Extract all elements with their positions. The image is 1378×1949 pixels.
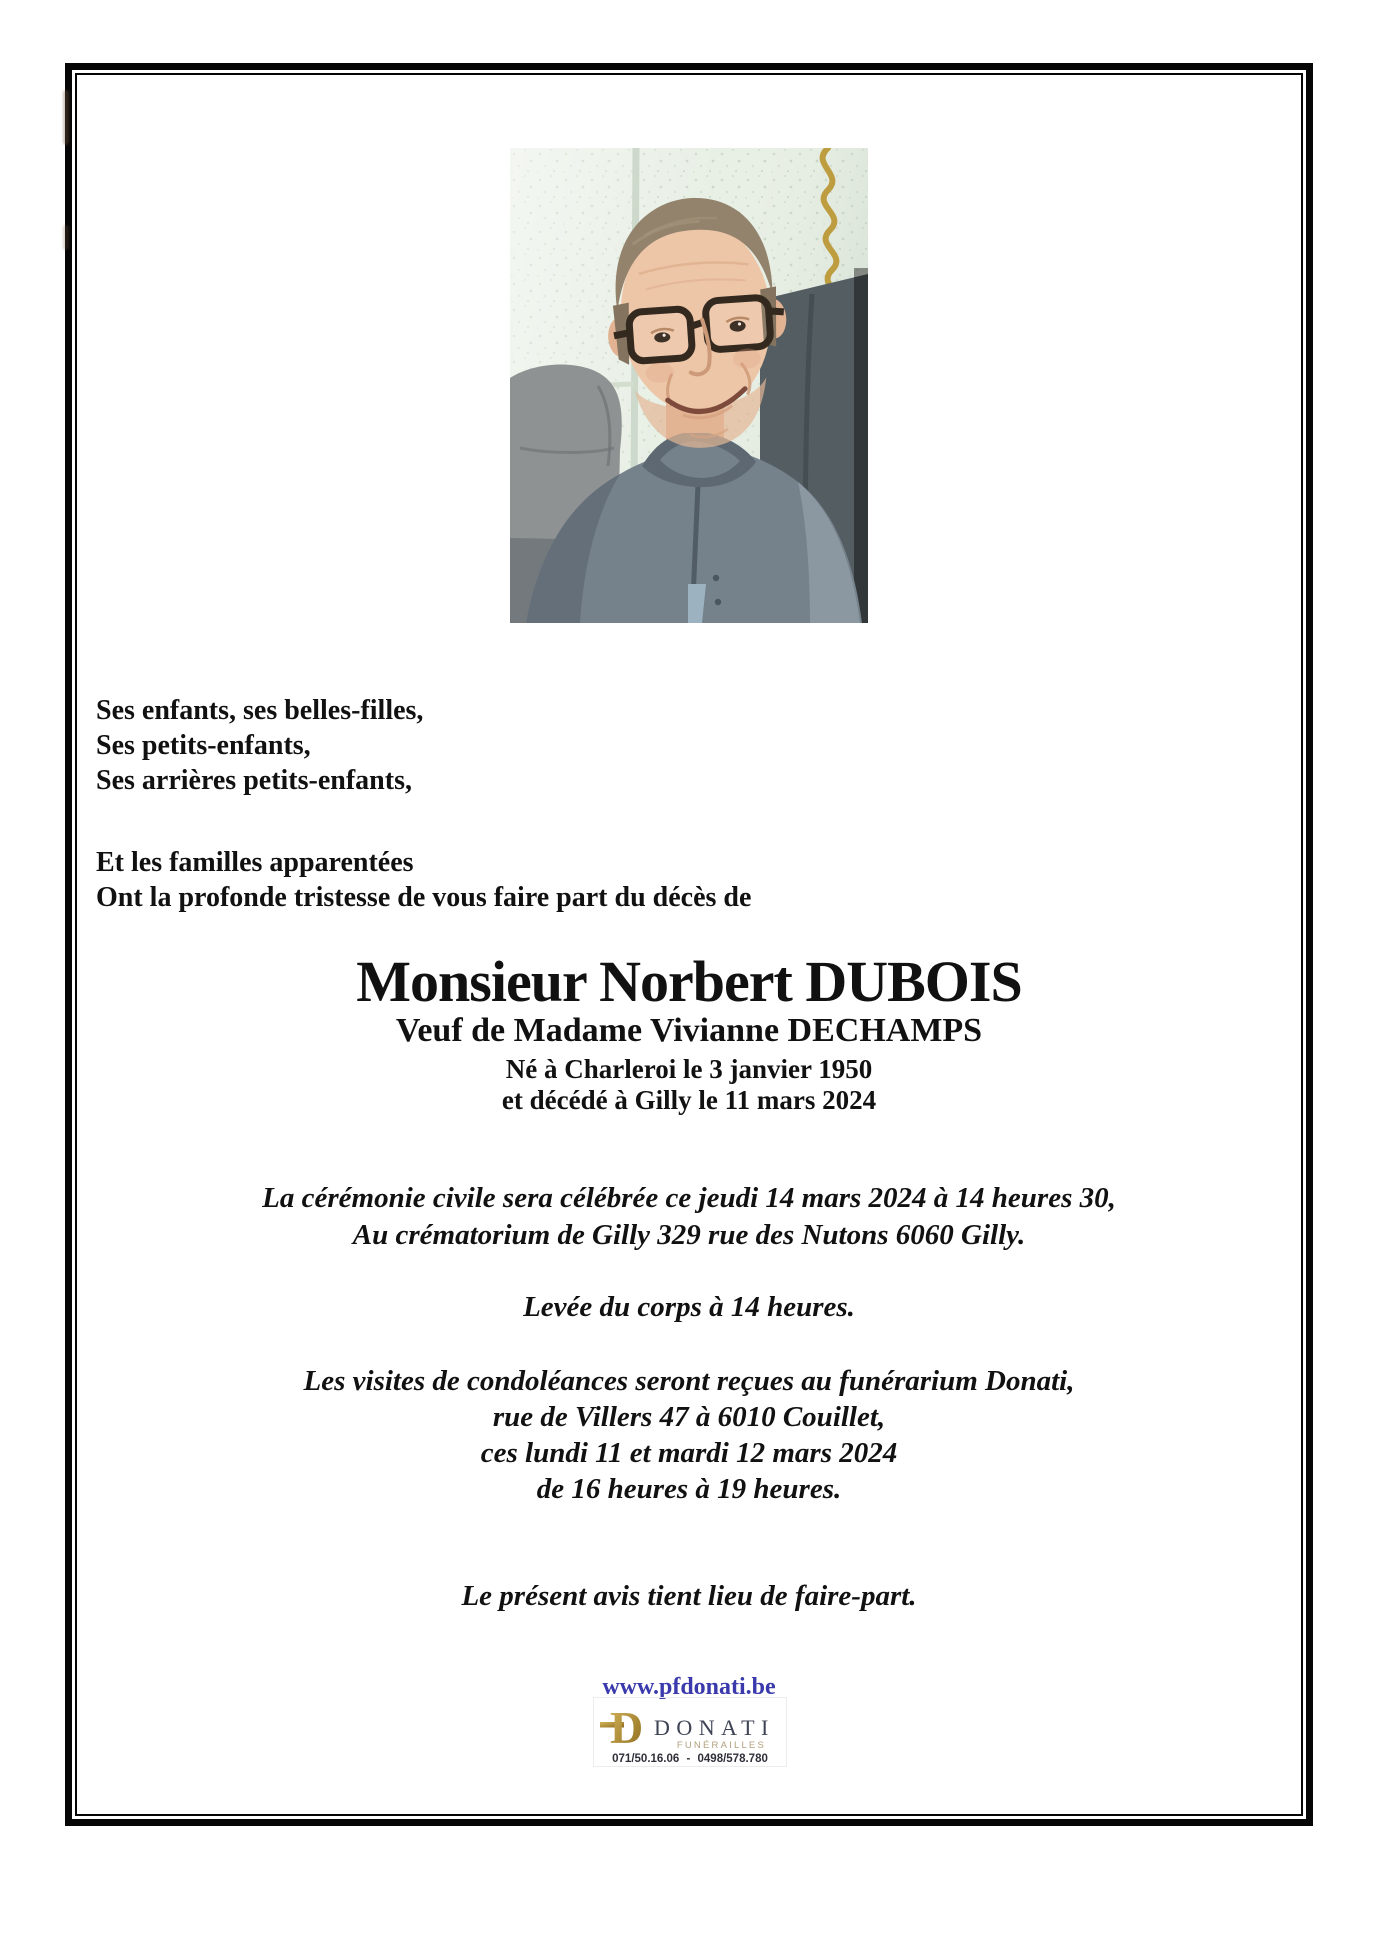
brand-tagline: FUNÉRAILLES	[676, 1740, 766, 1751]
condolences-line: ces lundi 11 et mardi 12 mars 2024	[480, 1437, 898, 1469]
portrait-illustration	[510, 148, 868, 623]
ceremony-line: La cérémonie civile sera célébrée ce jeudi 14 mars 2024 à 14 heures 30,	[262, 1182, 1116, 1214]
ceremony-block	[0, 1180, 1378, 1254]
brand-name: DONATI	[654, 1715, 775, 1740]
ceremony-line: Au crématorium de Gilly 329 rue des Nutons 6060 Gilly.	[352, 1219, 1026, 1251]
deceased-birth: Né à Charleroi le 3 janvier 1950	[505, 1054, 873, 1084]
family-line: Ses enfants, ses belles-filles,	[96, 695, 424, 726]
condolences-block	[0, 1363, 1378, 1507]
announcement-block	[96, 845, 751, 915]
condolences-line: rue de Villers 47 à 6010 Couillet,	[492, 1401, 886, 1433]
website-url: www.pfdonati.be	[602, 1674, 776, 1700]
deceased-death: et décédé à Gilly le 11 mars 2024	[501, 1085, 877, 1115]
portrait-photo	[510, 148, 868, 623]
family-line: Ses petits-enfants,	[96, 730, 311, 761]
closing-line: Le présent avis tient lieu de faire-part.	[461, 1580, 917, 1612]
announcement-line: Ont la profonde tristesse de vous faire part du décès de	[96, 882, 752, 913]
funeral-home-logo	[593, 1697, 787, 1767]
scan-artifact	[63, 225, 69, 250]
levee-line: Levée du corps à 14 heures.	[523, 1291, 855, 1323]
family-lines-block	[96, 693, 423, 798]
brand-phones: 071/50.16.06 - 0498/578.780	[612, 1753, 768, 1765]
deceased-relation: Veuf de Madame Vivianne DECHAMPS	[395, 1012, 983, 1049]
announcement-line: Et les familles apparentées	[96, 847, 414, 878]
condolences-line: de 16 heures à 19 heures.	[536, 1473, 842, 1505]
deceased-name: Monsieur Norbert DUBOIS	[356, 949, 1022, 1014]
condolences-line: Les visites de condoléances seront reçues au funérarium Donati,	[303, 1365, 1075, 1397]
scan-artifact	[63, 90, 69, 145]
family-line: Ses arrières petits-enfants,	[96, 765, 412, 796]
monogram-d-icon: D	[610, 1702, 644, 1753]
